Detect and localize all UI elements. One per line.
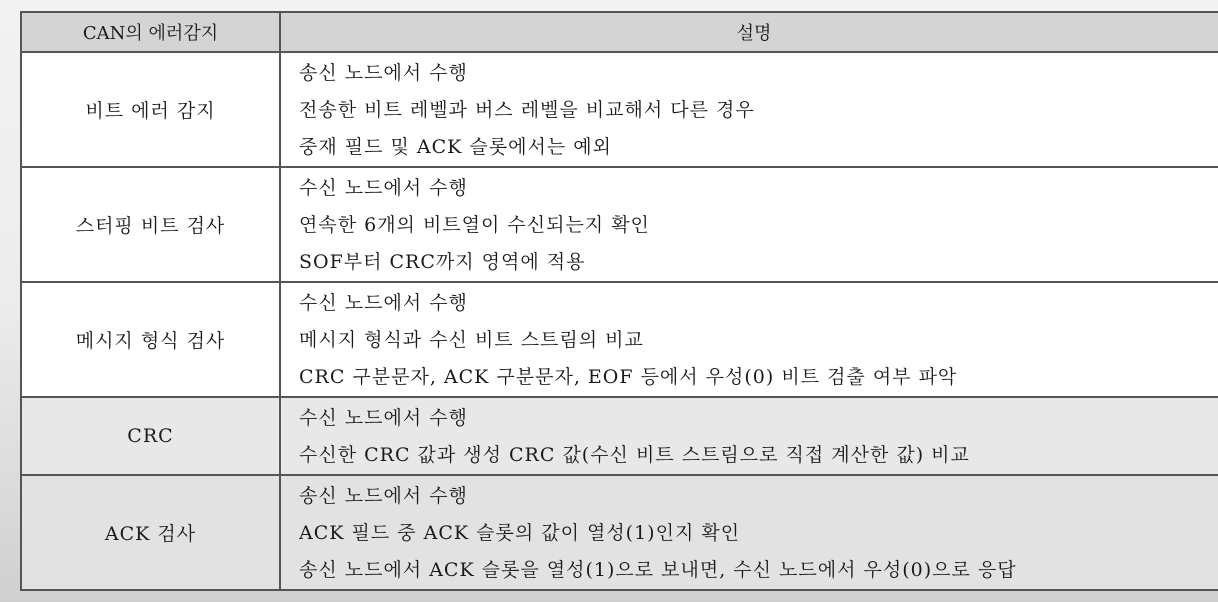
table-row [21,475,1218,590]
row-desc-stuffing-bit [280,167,1218,282]
header-description: 설명 [280,12,1218,52]
row-name-ack-check: ACK 검사 [21,475,280,590]
can-error-detection-table-container [20,11,1218,591]
desc-line: CRC 구분문자, ACK 구분문자, EOF 등에서 우성(0) 비트 검출 여부 파악 [299,366,958,388]
table-row [21,52,1218,167]
row-desc-message-format [280,282,1218,397]
row-name-crc: CRC [21,397,280,475]
desc-line: 수신 노드에서 수행 [299,292,468,314]
row-desc-crc [280,397,1218,475]
row-name-stuffing-bit: 스터핑 비트 검사 [21,167,280,282]
row-desc-bit-error [280,52,1218,167]
can-error-detection-table [20,11,1218,591]
desc-line: ACK 필드 중 ACK 슬롯의 값이 열성(1)인지 확인 [299,522,741,544]
table-header-row [21,12,1218,52]
header-error-detection: CAN의 에러감지 [21,12,280,52]
desc-line: 연속한 6개의 비트열이 수신되는지 확인 [299,214,650,236]
row-desc-ack-check [280,475,1218,590]
desc-line: 송신 노드에서 수행 [299,485,468,507]
table-row [21,397,1218,475]
desc-line: 송신 노드에서 ACK 슬롯을 열성(1)으로 보내면, 수신 노드에서 우성(0)으로 응답 [299,559,1017,581]
table-row [21,282,1218,397]
desc-line: 송신 노드에서 수행 [299,62,468,84]
desc-line: SOF부터 CRC까지 영역에 적용 [299,251,586,273]
row-name-bit-error: 비트 에러 감지 [21,52,280,167]
desc-line: 수신 노드에서 수행 [299,177,468,199]
row-name-message-format: 메시지 형식 검사 [21,282,280,397]
desc-line: 수신한 CRC 값과 생성 CRC 값(수신 비트 스트림으로 직접 계산한 값) 비교 [299,444,970,466]
desc-line: 수신 노드에서 수행 [299,407,468,429]
desc-line: 메시지 형식과 수신 비트 스트림의 비교 [299,329,644,351]
desc-line: 전송한 비트 레벨과 버스 레벨을 비교해서 다른 경우 [299,99,755,121]
table-row [21,167,1218,282]
desc-line: 중재 필드 및 ACK 슬롯에서는 예외 [299,136,612,158]
